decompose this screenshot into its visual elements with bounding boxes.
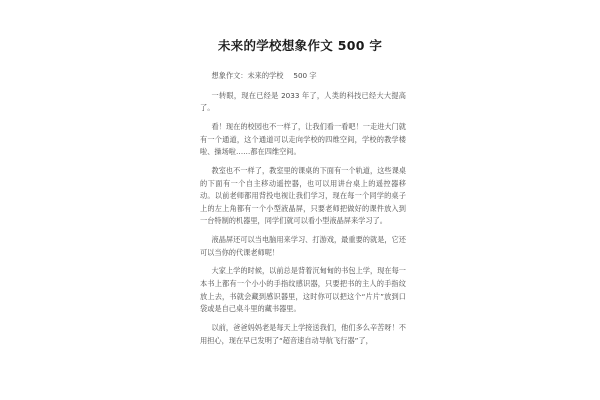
paragraph-3: 教室也不一样了，教室里的课桌的下面有一个轨道，这些课桌的下面有一个自主移动遥控器，也可以用讲台桌上的遥控器移动。以前老师都用背投电视让我们学习，现在每一个同学的桌子上的左上角都有一个小型液晶屏，只要老师把做好的课件放入到一台特制的机器里，同学们就可以看小型液晶屏来学习了。 (200, 165, 406, 226)
essay-body (200, 70, 406, 353)
paragraph-5: 大家上学的时候，以前总是背着沉甸甸的书包上学，现在每一本书上都有一个小小的手指纹感识器，只要把书的主人的手指纹放上去，书就会藏到感识器里，这时你可以把这个“片片”放到口袋或是自己桌斗里的藏书器里。 (200, 266, 406, 314)
paragraph-6: 以前，爸爸妈妈老是每天上学接送我们，他们多么辛苦呀！不用担心，现在早已发明了“超音速自动导航飞行器”了， (200, 323, 406, 345)
paragraph-2: 看！现在的校园也不一样了，让我们看一看吧！一走进大门就有一个通道，这个通道可以走向学校的四维空间，学校的教学楼啦、操场啦……都在四维空间。 (200, 121, 406, 157)
paragraph-4: 液晶屏还可以当电脑用来学习、打游戏，最重要的就是，它还可以当你的代课老师呢！ (200, 235, 406, 257)
paragraph-1: 一转眼，现在已经是 2033 年了，人类的科技已经大大提高了。 (200, 90, 406, 113)
page-title: 未来的学校想象作文 500 字 (217, 38, 383, 53)
essay-word-count: 500 字 (293, 71, 317, 80)
essay-subtitle-label: 想象作文：未来的学校 (211, 71, 284, 80)
essay-subtitle (200, 70, 406, 83)
